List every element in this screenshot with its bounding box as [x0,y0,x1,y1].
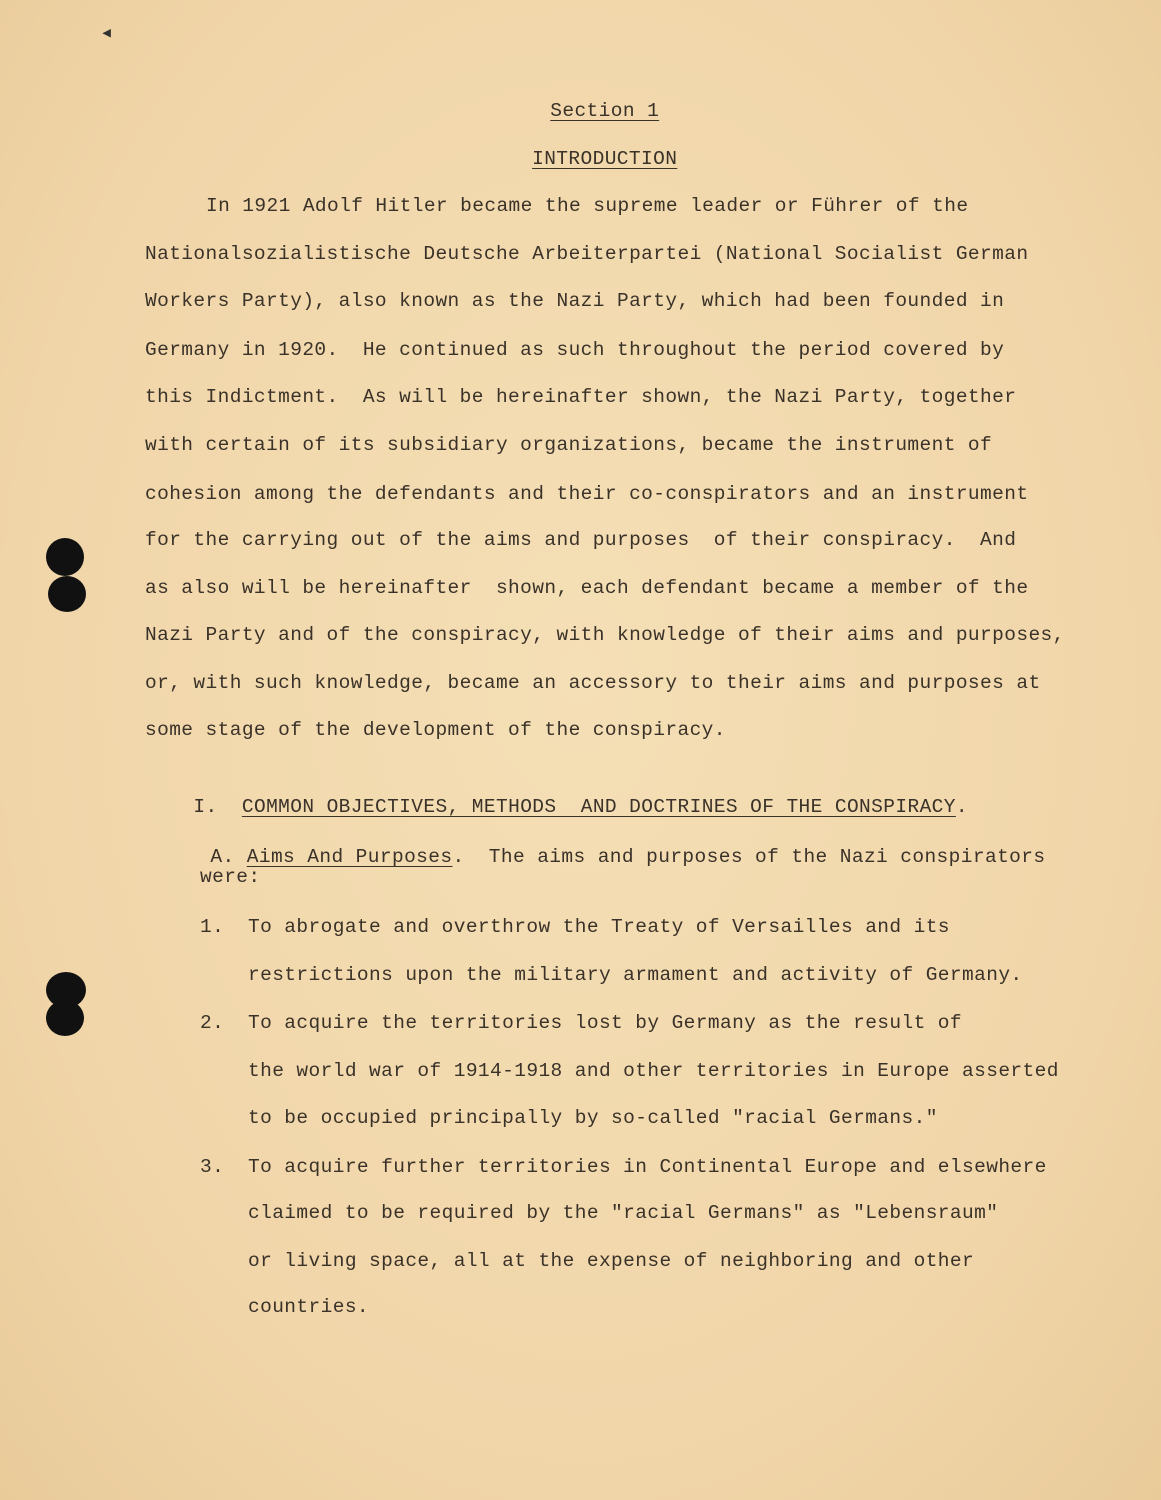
text-line: Workers Party), also known as the Nazi Party, which had been founded in [145,290,1005,312]
binder-hole-icon [46,1000,84,1036]
section-i-heading: I. COMMON OBJECTIVES, METHODS AND DOCTRINES OF THE CONSPIRACY. [193,796,968,818]
text-line: To abrogate and overthrow the Treaty of Versailles and its [248,916,950,938]
list-number: 1. [200,916,225,938]
text-line: countries. [248,1296,370,1318]
binder-hole-icon [48,576,86,612]
text-line: the world war of 1914-1918 and other territories in Europe asserted [248,1060,1059,1082]
text-line: To acquire the territories lost by Germany as the result of [248,1012,963,1034]
text-line: this Indictment. As will be hereinafter shown, the Nazi Party, together [145,386,1017,408]
text-line: for the carrying out of the aims and purposes of their conspiracy. And [145,529,1017,551]
text-line: to be occupied principally by so-called "racial Germans." [248,1107,938,1129]
text-line: To acquire further territories in Continental Europe and elsewhere [248,1156,1047,1178]
list-number: 3. [200,1156,225,1178]
corner-mark-icon: ◂ [100,21,114,46]
text-line: Nazi Party and of the conspiracy, with knowledge of their aims and purposes, [145,624,1065,646]
binder-hole-icon [46,538,84,576]
text-line: In 1921 Adolf Hitler became the supreme leader or Führer of the [206,195,969,217]
text-line: as also will be hereinafter shown, each defendant became a member of the [145,577,1029,599]
text-line: Germany in 1920. He continued as such throughout the period covered by [145,339,1005,361]
text-line: claimed to be required by the "racial Germans" as "Lebensraum" [248,1202,999,1224]
page-title: INTRODUCTION [532,148,678,170]
text-line: Nationalsozialistische Deutsche Arbeiterpartei (National Socialist German [145,243,1029,265]
text-line: were: [200,866,261,888]
text-line: or, with such knowledge, became an accessory to their aims and purposes at [145,672,1041,694]
text-line: restrictions upon the military armament and activity of Germany. [248,964,1023,986]
list-number: 2. [200,1012,225,1034]
text-line: or living space, all at the expense of neighboring and other [248,1250,975,1272]
text-line: with certain of its subsidiary organizations, became the instrument of [145,434,993,456]
text-line: some stage of the development of the conspiracy. [145,719,726,741]
text-line: cohesion among the defendants and their co-conspirators and an instrument [145,483,1029,505]
section-heading: Section 1 [550,100,660,122]
subsection-a-heading: A. Aims And Purposes. The aims and purposes of the Nazi conspirators [210,846,1046,868]
